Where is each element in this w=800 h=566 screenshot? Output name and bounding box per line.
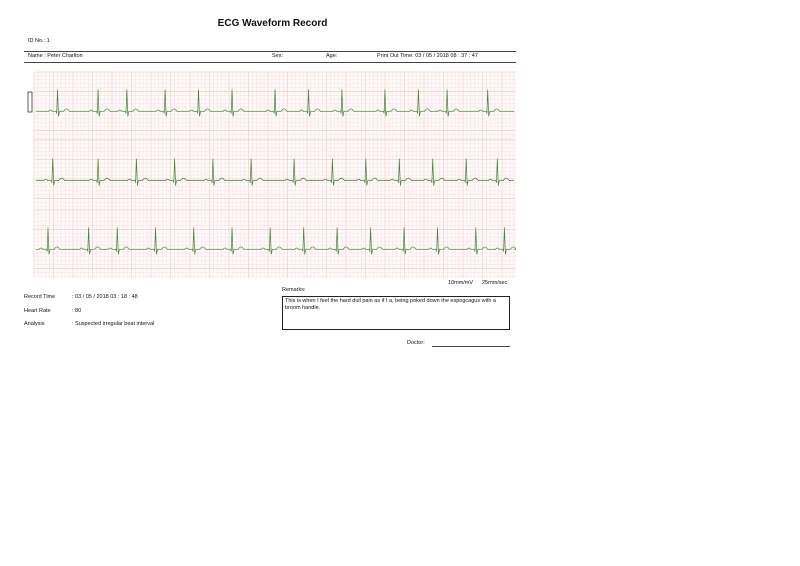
- remarks-text: This is when I feel the hard dull pain as if I a, being poked down the espogcagus with a broom handle.: [282, 296, 510, 330]
- id-field: [28, 38, 50, 44]
- print-time-field: [377, 53, 478, 59]
- analysis-value: : Suspected irregular beat interval: [72, 321, 155, 327]
- doctor-signature-line: [432, 346, 510, 347]
- header-top-rule: [24, 51, 516, 52]
- name-field: [28, 53, 83, 59]
- doctor-label: Doctor:: [407, 340, 425, 346]
- ecg-grid: [34, 72, 516, 278]
- calibration-pulse: [28, 92, 32, 112]
- gain-label: 10mm/mV: [448, 280, 474, 286]
- print-time-label: Print Out Time:: [377, 53, 414, 59]
- record-time-label: Record Time: [24, 294, 56, 300]
- remarks-label: Remarks:: [282, 287, 306, 293]
- id-label: ID No.:: [28, 38, 46, 44]
- sex-label: Sex:: [272, 53, 284, 59]
- print-time-value: 03 / 05 / 2018 08 : 37 : 47: [415, 53, 478, 59]
- analysis-label: Analysis: [24, 321, 45, 327]
- ecg-strip: [24, 70, 516, 278]
- age-label: Age:: [326, 53, 338, 59]
- header-bottom-rule: [24, 62, 516, 63]
- heart-rate-value: : 80: [72, 308, 82, 314]
- speed-label: 25mm/sec: [482, 280, 508, 286]
- record-time-value: : 03 / 05 / 2018 03 : 18 : 48: [72, 294, 138, 300]
- name-label: Name: [28, 53, 43, 59]
- page-title: ECG Waveform Record: [217, 18, 328, 29]
- heart-rate-label: Heart Rate: [24, 308, 51, 314]
- name-value: : Peter Charlton: [44, 53, 83, 59]
- id-value: 1: [46, 38, 50, 44]
